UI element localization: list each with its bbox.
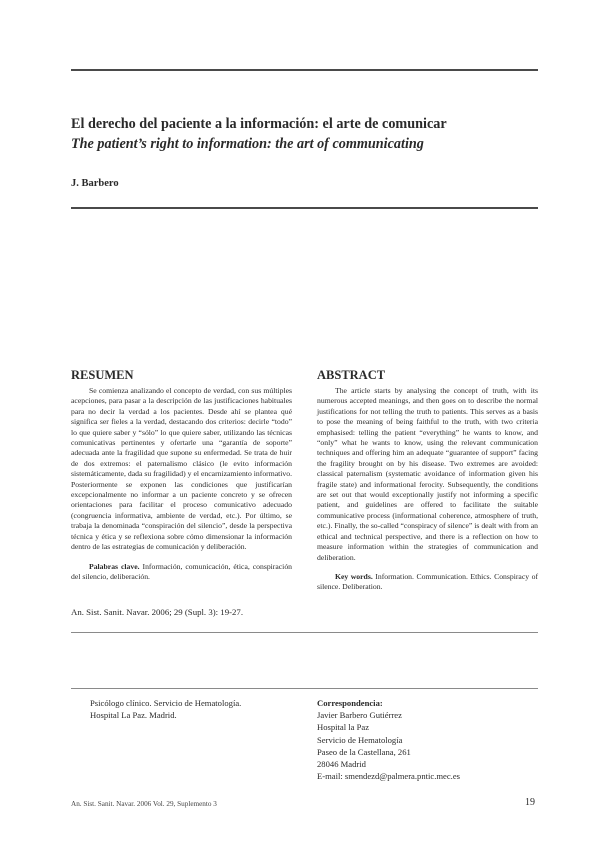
resumen-keywords bbox=[71, 562, 292, 583]
abstract-keywords bbox=[317, 572, 538, 593]
resumen-section bbox=[71, 368, 292, 582]
citation-rule bbox=[71, 632, 538, 633]
resumen-keywords-text: Información, comunicación, ética, conspiración del silencio, deliberación. bbox=[71, 561, 293, 581]
author-rule bbox=[71, 207, 538, 209]
correspondence-name: Javier Barbero Gutiérrez bbox=[317, 710, 402, 721]
title-english: The patient’s right to information: the art of communicating bbox=[71, 136, 424, 152]
affiliation-line: Psicólogo clínico. Servicio de Hematología. bbox=[90, 698, 242, 708]
correspondence bbox=[317, 697, 547, 782]
abstract-keywords-text: Information. Communication. Ethics. Conspiracy of silence. Deliberation. bbox=[317, 571, 539, 592]
affiliation bbox=[90, 697, 300, 721]
abstract-section bbox=[317, 368, 538, 593]
correspondence-title: Correspondencia: bbox=[317, 698, 383, 708]
abstract-keywords-label: Key words. bbox=[335, 571, 373, 581]
abstract-heading: ABSTRACT bbox=[317, 368, 386, 382]
top-rule bbox=[71, 69, 538, 71]
abstract-body: The article starts by analysing the concept of truth, with its numerous accepted meanings, and then goes on to describe the normal justifications for not telling the truth to patients. This serves as a basis to pose the meaning of being faithful to the truth, with two criteria emphasised: telling the patient “everything” he wants to know, and “only” what he wants to know, using the relevant communication techniques and offering him an adequate “guarantee of support” facing the fragility brought on by his disease. Two extremes are avoided: classical paternalism (systematic avoidance of information given his fragile state) and informational ferocity. Subsequently, the conditions are set out that would exceptionally justify not informing a specific patient, and guidelines are offered to facilitate the suitable communicative process (informational coherence, atmosphere of truth, etc.). Finally, the so-called “conspiracy of silence” is dealt with from an ethical and technical perspective, and there is a reflection on how to measure information within the strategies of communication and deliberation. bbox=[317, 386, 538, 562]
author: J. Barbero bbox=[71, 178, 119, 189]
affiliation-line: Hospital La Paz. Madrid. bbox=[90, 710, 177, 721]
title-spanish: El derecho del paciente a la información: el arte de comunicar bbox=[71, 116, 447, 132]
running-footer: An. Sist. Sanit. Navar. 2006 Vol. 29, Suplemento 3 bbox=[71, 800, 217, 808]
page-number: 19 bbox=[525, 797, 535, 808]
resumen-heading: RESUMEN bbox=[71, 368, 134, 382]
correspondence-service: Servicio de Hematología bbox=[317, 734, 403, 745]
citation: An. Sist. Sanit. Navar. 2006; 29 (Supl. 3): 19-27. bbox=[71, 607, 244, 617]
footer-rule bbox=[71, 688, 538, 689]
resumen-keywords-label: Palabras clave. bbox=[89, 561, 140, 571]
correspondence-hospital: Hospital la Paz bbox=[317, 722, 370, 733]
correspondence-email: E-mail: smendezd@palmera.pntic.mec.es bbox=[317, 771, 460, 782]
resumen-body: Se comienza analizando el concepto de verdad, con sus múltiples acepciones, para pasar a la descripción de las justificaciones habituales para no decir la verdad a los pacientes. Desde ahí se plantea qué significa ser fieles a la verdad, destacando dos criterios: decirle “todo” lo que quiere saber y “sólo” lo que quiere saber, utilizando las técnicas comunicativas pertinentes y ofertarle una “garantía de soporte” adecuada ante la fragilidad que supone su enfermedad. Se trata de huir de dos extremos: el paternalismo clásico (le evito información sistemáticamente, dada su fragilidad) y el encarnizamiento informativo. Posteriormente se exponen las condiciones que justificarían excepcionalmente no informar a un paciente concreto y se ofrecen orientaciones para facilitar el proceso comunicativo adecuado (congruencia informativa, ambiente de verdad, etc.). Por último, se trabaja la denominada “conspiración del silencio”, desde la perspectiva técnica y ética y se reflexiona sobre cómo dimensionar la información dentro de las estrategias de comunicación y deliberación. bbox=[71, 386, 292, 552]
correspondence-street: Paseo de la Castellana, 261 bbox=[317, 746, 411, 757]
correspondence-city: 28046 Madrid bbox=[317, 759, 366, 770]
